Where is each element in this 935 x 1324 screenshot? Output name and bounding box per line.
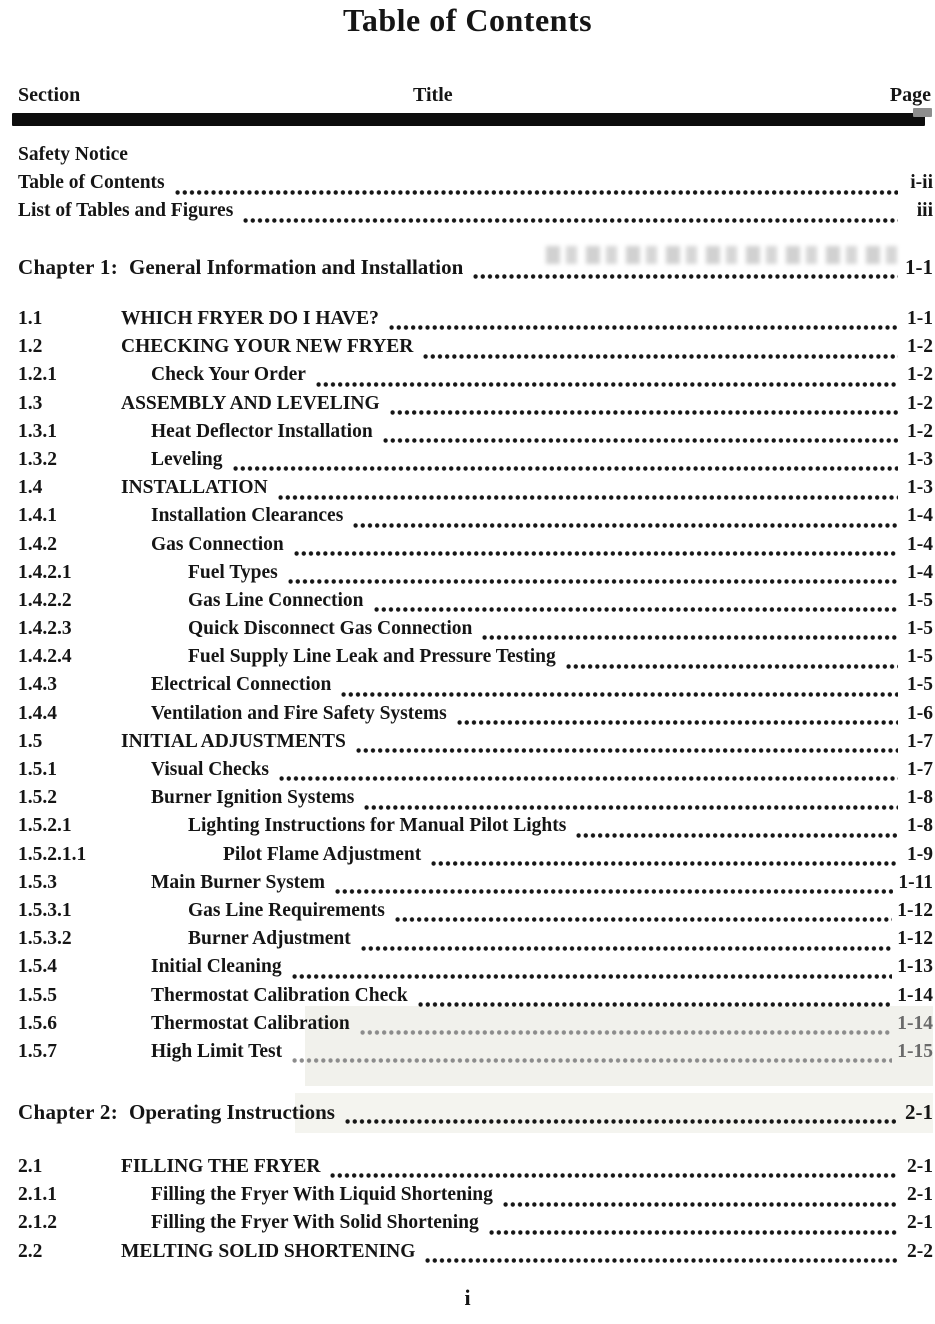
entry-page-number: 1-1 — [907, 308, 933, 329]
section-number: 1.4.2.4 — [18, 646, 72, 668]
toc-entry-row — [18, 815, 933, 843]
entry-page-number: 1-12 — [897, 928, 933, 950]
section-number: 2.2 — [18, 1240, 43, 1262]
section-number: 1.4.2 — [18, 533, 57, 555]
section-number: 1.5.5 — [18, 984, 57, 1006]
entry-page-number: 1-11 — [898, 871, 933, 893]
section-number: 1.3.1 — [18, 420, 57, 442]
dot-leader — [359, 1030, 892, 1036]
chapter-page-number: 2-1 — [905, 1100, 933, 1124]
section-number: 1.4 — [18, 477, 43, 499]
entry-page-number: 1-5 — [907, 646, 933, 668]
toc-entry-row — [18, 703, 933, 731]
chapter-heading-row — [18, 1100, 933, 1130]
entry-title: Pilot Flame Adjustment — [223, 843, 422, 865]
entry-page-number: 1-8 — [907, 787, 933, 809]
entry-page-number: 1-2 — [907, 420, 933, 442]
entry-title: Gas Line Requirements — [188, 899, 385, 921]
toc-entry-row — [18, 590, 933, 618]
entry-page-number: 1-3 — [907, 448, 933, 470]
section-number: 1.4.2.1 — [18, 561, 72, 583]
toc-entry-row — [18, 200, 933, 228]
dot-leader — [329, 1173, 898, 1179]
header-rule — [12, 113, 925, 126]
entry-title: Quick Disconnect Gas Connection — [188, 618, 473, 640]
chapter-2-heading — [18, 1100, 933, 1130]
section-number: 1.5.3.2 — [18, 928, 72, 950]
entry-title: INITIAL ADJUSTMENTS — [121, 730, 346, 752]
dot-leader — [502, 1201, 898, 1207]
entry-page-number: 2-1 — [907, 1184, 933, 1206]
entry-page-number: 1-14 — [897, 984, 933, 1006]
column-header-page: Page — [889, 84, 931, 106]
entry-title: MELTING SOLID SHORTENING — [121, 1240, 416, 1262]
toc-entry-row — [18, 477, 933, 505]
entry-title: Burner Ignition Systems — [151, 787, 355, 809]
entry-page-number: 1-4 — [907, 533, 933, 555]
dot-leader — [340, 692, 898, 698]
entry-page-number: 2-1 — [907, 1156, 933, 1177]
toc-entry-row — [18, 759, 933, 787]
entry-page-number: iii — [916, 200, 933, 222]
dot-leader — [481, 635, 898, 641]
dot-leader — [424, 1258, 898, 1264]
entry-title: Leveling — [151, 448, 223, 470]
dot-leader — [422, 353, 898, 359]
dot-leader — [488, 1230, 898, 1236]
dot-leader — [344, 1119, 898, 1125]
section-number: 1.4.3 — [18, 674, 57, 696]
entry-page-number: 1-5 — [907, 618, 933, 640]
entry-page-number: 1-7 — [907, 730, 933, 752]
dot-leader — [575, 833, 898, 839]
entry-title: WHICH FRYER DO I HAVE? — [121, 308, 379, 329]
chapter-title: Operating Instructions — [129, 1100, 335, 1124]
dot-leader — [389, 410, 898, 416]
column-header-section: Section — [18, 84, 81, 106]
dot-leader — [174, 189, 898, 195]
section-number: 1.5.3.1 — [18, 899, 72, 921]
entry-title: Table of Contents — [18, 172, 165, 194]
entry-title: List of Tables and Figures — [18, 200, 234, 222]
section-number: 1.5.6 — [18, 1012, 57, 1034]
toc-entry-row — [18, 1156, 933, 1184]
entry-title: Initial Cleaning — [151, 956, 282, 978]
front-matter-list — [18, 144, 933, 229]
toc-entry-row — [18, 144, 933, 172]
dot-leader — [388, 325, 898, 331]
page-title: Table of Contents — [342, 2, 593, 38]
entry-title: Fuel Types — [188, 561, 278, 583]
entry-title: ASSEMBLY AND LEVELING — [121, 392, 380, 414]
chapter-label: Chapter 1: — [18, 255, 119, 279]
entry-title: FILLING THE FRYER — [121, 1156, 321, 1177]
toc-entry-row — [18, 1013, 933, 1041]
entry-title: Safety Notice — [18, 144, 128, 165]
section-number: 1.5.2.1 — [18, 815, 72, 837]
dot-leader — [360, 945, 893, 951]
entry-page-number: 1-4 — [907, 505, 933, 527]
dot-leader — [394, 917, 892, 923]
toc-entry-row — [18, 928, 933, 956]
entry-page-number: 1-2 — [907, 336, 933, 358]
toc-entry-row — [18, 449, 933, 477]
section-number: 1.3 — [18, 392, 43, 414]
toc-entry-row — [18, 1041, 933, 1069]
entry-page-number: 1-15 — [897, 1040, 933, 1062]
entry-title: Installation Clearances — [151, 505, 344, 527]
section-number: 1.5 — [18, 730, 43, 752]
entry-title: Filling the Fryer With Solid Shortening — [151, 1212, 479, 1234]
entry-page-number: 1-14 — [897, 1012, 933, 1034]
entry-page-number: i-ii — [910, 172, 933, 194]
section-number: 2.1.1 — [18, 1184, 57, 1206]
entry-title: Lighting Instructions for Manual Pilot Lights — [188, 815, 567, 837]
entry-page-number: 1-5 — [907, 674, 933, 696]
entry-title: INSTALLATION — [121, 477, 268, 499]
dot-leader — [417, 1002, 893, 1008]
entry-page-number: 1-2 — [907, 392, 933, 414]
entry-title: Check Your Order — [151, 364, 306, 386]
chapter-label: Chapter 2: — [18, 1100, 119, 1124]
dot-leader — [232, 466, 899, 472]
dot-leader — [565, 663, 898, 669]
toc-entry-row — [18, 505, 933, 533]
dot-leader — [291, 974, 893, 980]
toc-entry-row — [18, 172, 933, 200]
section-number: 1.1 — [18, 308, 43, 329]
entry-title: Filling the Fryer With Liquid Shortening — [151, 1184, 493, 1206]
toc-entry-row — [18, 872, 933, 900]
entry-title: High Limit Test — [151, 1040, 283, 1062]
dot-leader — [293, 551, 898, 557]
dot-leader — [278, 776, 898, 782]
column-header-row — [18, 84, 933, 110]
entry-title: Electrical Connection — [151, 674, 332, 696]
section-number: 1.3.2 — [18, 448, 57, 470]
entry-page-number: 1-9 — [907, 843, 933, 865]
scan-smudge-artifact — [913, 108, 932, 117]
dot-leader — [363, 804, 898, 810]
entry-page-number: 1-8 — [907, 815, 933, 837]
toc-entry-row — [18, 618, 933, 646]
entry-title: CHECKING YOUR NEW FRYER — [121, 336, 414, 358]
entry-page-number: 1-12 — [897, 899, 933, 921]
dot-leader — [352, 523, 898, 529]
section-number: 1.4.2.2 — [18, 589, 72, 611]
toc-entry-row — [18, 336, 933, 364]
dot-leader — [456, 720, 898, 726]
toc-entry-row — [18, 534, 933, 562]
section-number: 1.2.1 — [18, 364, 57, 386]
dot-leader — [287, 579, 898, 585]
section-number: 1.4.1 — [18, 505, 57, 527]
entry-title: Gas Line Connection — [188, 589, 364, 611]
entry-page-number: 1-2 — [907, 364, 933, 386]
chapter-heading-row — [18, 255, 933, 285]
section-number: 2.1.2 — [18, 1212, 57, 1234]
entry-title: Thermostat Calibration — [151, 1012, 350, 1034]
chapter-2-entries — [18, 1156, 933, 1269]
chapter-title: General Information and Installation — [129, 255, 464, 279]
toc-entry-row — [18, 674, 933, 702]
section-number: 1.5.1 — [18, 759, 57, 780]
toc-entry-row — [18, 985, 933, 1013]
entry-page-number: 1-7 — [907, 759, 933, 780]
dot-leader — [355, 748, 898, 754]
toc-entry-row — [18, 1212, 933, 1240]
entry-title: Heat Deflector Installation — [151, 420, 373, 442]
dot-leader — [242, 218, 898, 224]
section-number: 1.5.2 — [18, 787, 57, 809]
dot-leader — [334, 889, 893, 895]
toc-entry-row — [18, 1241, 933, 1269]
entry-page-number: 1-3 — [907, 477, 933, 499]
dot-leader — [430, 861, 898, 867]
entry-title: Visual Checks — [151, 759, 269, 780]
entry-title: Burner Adjustment — [188, 928, 351, 950]
toc-entry-row — [18, 900, 933, 928]
entry-title: Ventilation and Fire Safety Systems — [151, 702, 447, 724]
folio-page-number: i — [464, 1285, 471, 1310]
toc-entry-row — [18, 421, 933, 449]
section-number: 2.1 — [18, 1156, 43, 1177]
entry-page-number: 1-6 — [907, 702, 933, 724]
section-number: 1.5.3 — [18, 871, 57, 893]
toc-entry-row — [18, 844, 933, 872]
toc-entry-row — [18, 731, 933, 759]
toc-entry-row — [18, 562, 933, 590]
section-number: 1.5.7 — [18, 1040, 57, 1062]
toc-entry-row — [18, 364, 933, 392]
toc-entry-row — [18, 956, 933, 984]
chapter-1-heading — [18, 255, 933, 285]
dot-leader — [472, 274, 898, 280]
toc-entry-row — [18, 308, 933, 336]
dot-leader — [315, 382, 898, 388]
entry-page-number: 2-1 — [907, 1212, 933, 1234]
section-number: 1.4.4 — [18, 702, 57, 724]
entry-page-number: 1-13 — [897, 956, 933, 978]
dot-leader — [291, 1058, 892, 1064]
dot-leader — [373, 607, 898, 613]
section-number: 1.2 — [18, 336, 43, 358]
toc-entry-row — [18, 393, 933, 421]
column-header-title: Title — [413, 84, 453, 106]
entry-title: Thermostat Calibration Check — [151, 984, 408, 1006]
section-number: 1.4.2.3 — [18, 618, 72, 640]
entry-page-number: 2-2 — [907, 1240, 933, 1262]
entry-title: Main Burner System — [151, 871, 326, 893]
toc-entry-row — [18, 787, 933, 815]
toc-entry-row — [18, 1184, 933, 1212]
dot-leader — [277, 494, 898, 500]
toc-entry-row — [18, 646, 933, 674]
section-number: 1.5.2.1.1 — [18, 843, 87, 865]
entry-page-number: 1-5 — [907, 589, 933, 611]
entry-title: Gas Connection — [151, 533, 284, 555]
dot-leader — [382, 438, 898, 444]
entry-page-number: 1-4 — [907, 561, 933, 583]
entry-title: Fuel Supply Line Leak and Pressure Testing — [188, 646, 556, 668]
chapter-page-number: 1-1 — [905, 255, 933, 279]
section-number: 1.5.4 — [18, 956, 57, 978]
chapter-1-entries — [18, 308, 933, 1069]
